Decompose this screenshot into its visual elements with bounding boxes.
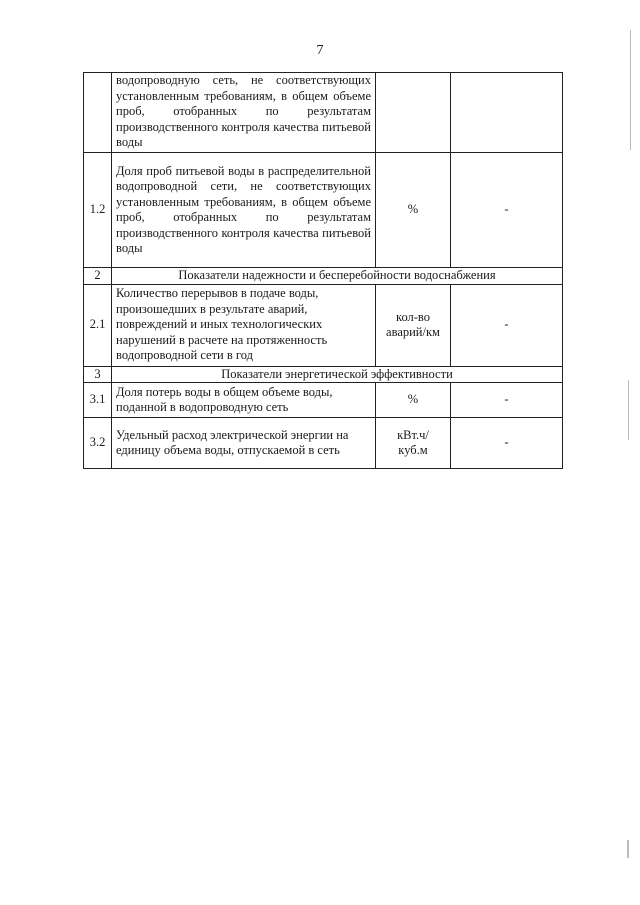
table-row-1-2 xyxy=(84,153,563,268)
section-row-3 xyxy=(84,366,563,383)
row-number xyxy=(84,73,112,153)
indicator-text: Доля проб питьевой воды в распределительной водопроводной сети, не соответствующих установленным требованиям, в общем объеме проб, отобранных по результатам производственного контроля качества питьевой воды xyxy=(112,153,376,268)
indicators-table xyxy=(83,72,563,469)
section-number: 3 xyxy=(84,366,112,383)
indicator-text: Доля потерь воды в общем объеме воды, поданной в водопроводную сеть xyxy=(112,383,376,418)
row-number: 3.2 xyxy=(84,418,112,469)
value-cell: - xyxy=(451,153,563,268)
scan-artifact xyxy=(630,30,631,150)
row-number: 2.1 xyxy=(84,284,112,366)
indicator-text: водопроводную сеть, не соответствующих установленным требованиям, в общем объеме проб, отобранных по результатам производственного контроля качества питьевой воды xyxy=(112,73,376,153)
section-number: 2 xyxy=(84,268,112,285)
row-number: 3.1 xyxy=(84,383,112,418)
unit-cell: % xyxy=(376,153,451,268)
scan-artifact xyxy=(628,380,629,440)
section-title: Показатели энергетической эффективности xyxy=(112,366,563,383)
section-row-2 xyxy=(84,268,563,285)
unit-cell xyxy=(376,284,451,366)
value-cell xyxy=(451,73,563,153)
table-row-2-1 xyxy=(84,284,563,366)
value-cell: - xyxy=(451,284,563,366)
page-number: 7 xyxy=(316,43,324,58)
unit-cell xyxy=(376,418,451,469)
table-row-1-1-continued xyxy=(84,73,563,153)
unit-line: куб.м xyxy=(398,443,428,457)
table-row-3-1 xyxy=(84,383,563,418)
unit-cell xyxy=(376,73,451,153)
unit-line: кВт.ч/ xyxy=(397,427,429,442)
value-cell: - xyxy=(451,383,563,418)
value-cell: - xyxy=(451,418,563,469)
indicator-text: Количество перерывов в подаче воды, произошедших в результате аварий, повреждений и иных технологических нарушений в расчете на протяженность водопроводной сети в год xyxy=(112,284,376,366)
unit-line: кол-во xyxy=(396,309,430,324)
unit-line: аварий/км xyxy=(386,325,440,339)
table-row-3-2 xyxy=(84,418,563,469)
unit-cell: % xyxy=(376,383,451,418)
section-title: Показатели надежности и бесперебойности водоснабжения xyxy=(112,268,563,285)
row-number: 1.2 xyxy=(84,153,112,268)
scan-artifact xyxy=(627,840,629,858)
indicator-text: Удельный расход электрической энергии на единицу объема воды, отпускаемой в сеть xyxy=(112,418,376,469)
